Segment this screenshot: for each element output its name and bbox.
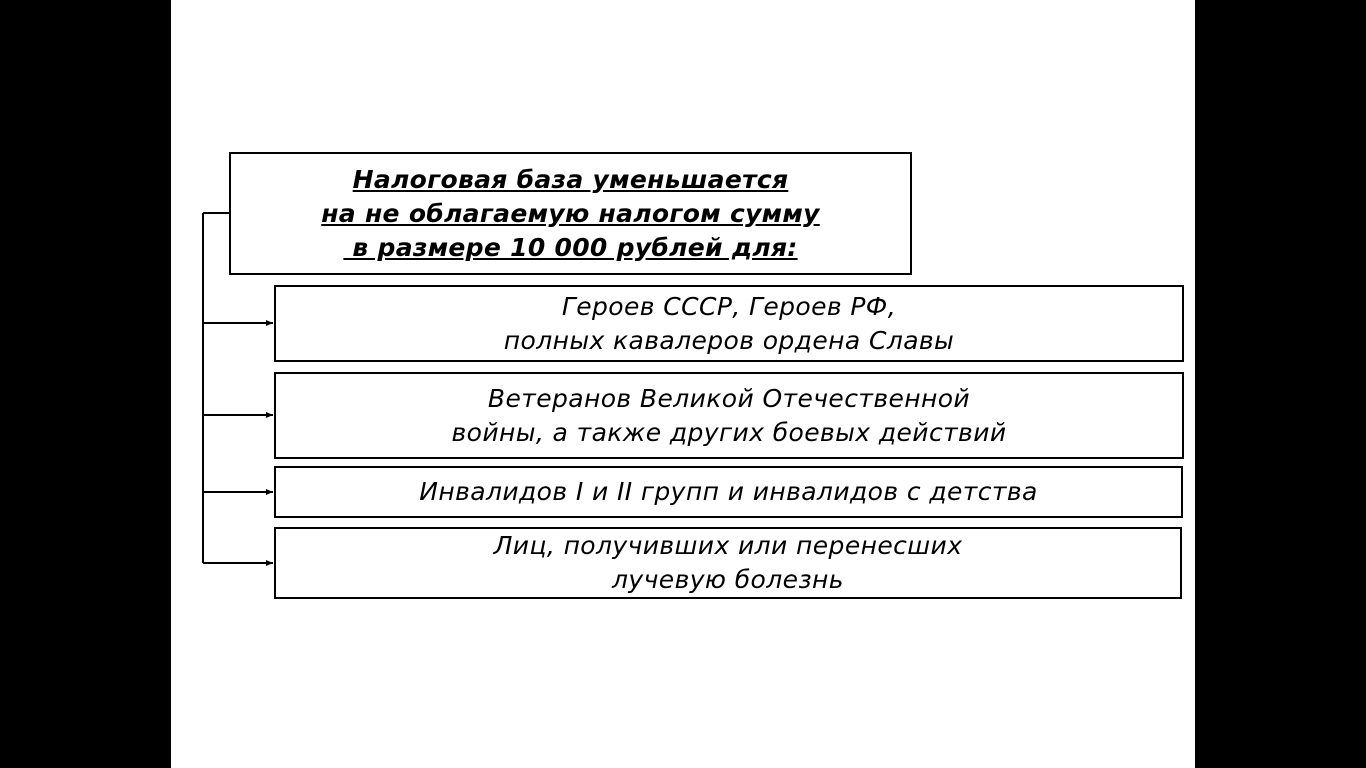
item-line: полных кавалеров ордена Славы	[503, 325, 955, 355]
item-line: Инвалидов I и II групп и инвалидов с детства	[419, 477, 1038, 506]
header-box	[229, 152, 912, 275]
header-line-1: Налоговая база уменьшается	[352, 164, 789, 194]
item-box-veterans	[274, 372, 1184, 459]
item-line: Ветеранов Великой Отечественной	[487, 383, 971, 413]
item-line: Героев СССР, Героев РФ,	[561, 291, 897, 321]
item-line: Лиц, получивших или перенесших	[493, 531, 963, 560]
header-line-3: в размере 10 000 рублей для:	[343, 232, 798, 262]
item-box-radiation	[274, 527, 1182, 599]
item-box-heroes	[274, 285, 1184, 362]
item-line: войны, а также других боевых действий	[451, 417, 1007, 447]
header-line-2: на не облагаемую налогом сумму	[321, 198, 820, 228]
item-box-disabled	[274, 466, 1183, 518]
item-line: лучевую болезнь	[612, 565, 844, 594]
